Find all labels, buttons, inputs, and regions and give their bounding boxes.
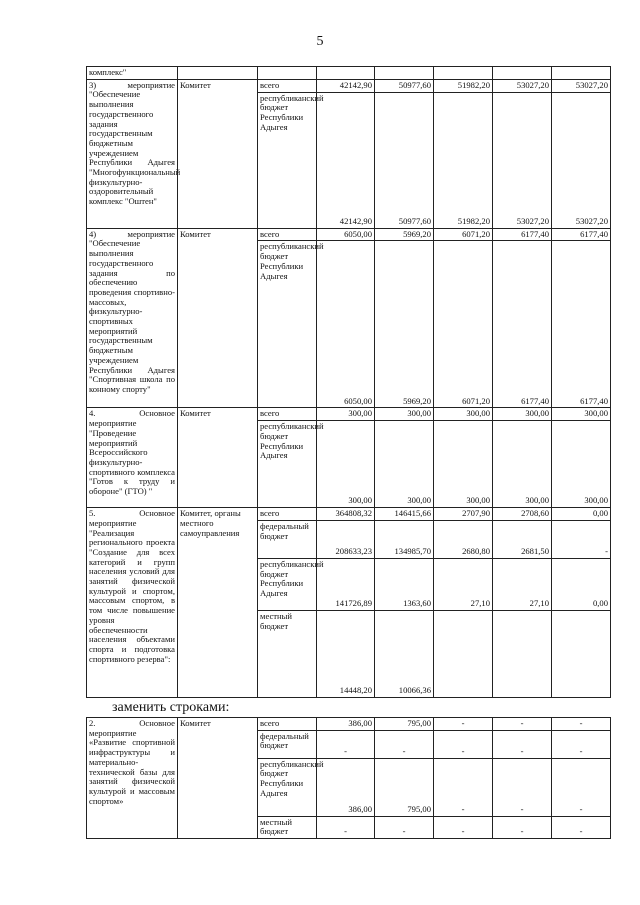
budget-table-replacement	[86, 717, 611, 839]
amount-cell: 6071,20	[434, 228, 493, 241]
total-label: всего	[258, 408, 317, 421]
amount-cell: 795,00	[375, 718, 434, 731]
budget-table-original	[86, 66, 611, 698]
funding-source: республиканский бюджет Республики Адыгея	[258, 92, 317, 228]
amount-cell: 795,00	[375, 758, 434, 816]
amount-cell: -	[434, 758, 493, 816]
amount-cell: 6071,20	[434, 241, 493, 408]
amount-cell: 300,00	[434, 421, 493, 508]
executor: Комитет	[178, 718, 258, 839]
amount-cell: 42142,90	[317, 92, 375, 228]
amount-cell: -	[552, 758, 611, 816]
event-name: 2. Основное мероприятие «Развитие спортивной инфраструктуры и материально-технической базы для занятий физической культурой и массовым спортом»	[87, 718, 178, 839]
amount-cell: 141726,89	[317, 558, 375, 610]
amount-cell: -	[434, 730, 493, 758]
event-name: 3) мероприятие "Обеспечение выполнения государственного задания государственным бюджетным учреждением Республики Адыгея "Многофункциональный физкультурно-оздоровительный комплекс "Оштен"	[87, 79, 178, 228]
amount-cell: -	[493, 730, 552, 758]
amount-cell: 134985,70	[375, 520, 434, 558]
executor: Комитет, органы местного самоуправления	[178, 508, 258, 698]
amount-cell: -	[552, 718, 611, 731]
amount-cell: 146415,66	[375, 508, 434, 521]
funding-source: федеральный бюджет	[258, 520, 317, 558]
amount-cell: -	[552, 730, 611, 758]
amount-cell: 6177,40	[552, 241, 611, 408]
executor: Комитет	[178, 79, 258, 228]
executor: Комитет	[178, 408, 258, 508]
funding-source: местный бюджет	[258, 610, 317, 697]
amount-cell: -	[493, 816, 552, 838]
funding-source: федеральный бюджет	[258, 730, 317, 758]
total-label: всего	[258, 718, 317, 731]
page-number: 5	[316, 34, 324, 49]
amount-cell: 300,00	[317, 421, 375, 508]
amount-cell: -	[317, 816, 375, 838]
amount-cell	[493, 610, 552, 697]
amount-cell: 386,00	[317, 718, 375, 731]
funding-source: местный бюджет	[258, 816, 317, 838]
funding-source: республиканский бюджет Республики Адыгея	[258, 758, 317, 816]
amount-cell: 2708,60	[493, 508, 552, 521]
amount-cell: 6177,40	[552, 228, 611, 241]
amount-cell: 27,10	[493, 558, 552, 610]
amount-cell: 10066,36	[375, 610, 434, 697]
amount-cell: 53027,20	[493, 79, 552, 92]
amount-cell: 2680,80	[434, 520, 493, 558]
amount-cell: 14448,20	[317, 610, 375, 697]
amount-cell: 0,00	[552, 508, 611, 521]
amount-cell: 6050,00	[317, 228, 375, 241]
amount-cell: 300,00	[552, 408, 611, 421]
total-label: всего	[258, 79, 317, 92]
replace-instruction: заменить строками:	[112, 700, 230, 715]
amount-cell: 27,10	[434, 558, 493, 610]
executor: Комитет	[178, 228, 258, 408]
amount-cell: 51982,20	[434, 92, 493, 228]
amount-cell: 51982,20	[434, 79, 493, 92]
amount-cell: -	[317, 730, 375, 758]
continuation-text: комплекс"	[87, 67, 178, 80]
amount-cell: 300,00	[552, 421, 611, 508]
amount-cell: 1363,60	[375, 558, 434, 610]
amount-cell: 386,00	[317, 758, 375, 816]
amount-cell: 50977,60	[375, 92, 434, 228]
amount-cell: 300,00	[493, 408, 552, 421]
amount-cell: 53027,20	[552, 79, 611, 92]
amount-cell: 5969,20	[375, 228, 434, 241]
total-label: всего	[258, 508, 317, 521]
total-label: всего	[258, 228, 317, 241]
amount-cell: 42142,90	[317, 79, 375, 92]
amount-cell	[434, 610, 493, 697]
funding-source: республиканский бюджет Республики Адыгея	[258, 558, 317, 610]
amount-cell: -	[493, 758, 552, 816]
amount-cell: -	[434, 816, 493, 838]
amount-cell: 5969,20	[375, 241, 434, 408]
event-name: 4. Основное мероприятие "Проведение мероприятий Всероссийского физкультурно-спортивного комплекса "Готов к труду и обороне" (ГТО) "	[87, 408, 178, 508]
amount-cell: 2707,90	[434, 508, 493, 521]
amount-cell: 208633,23	[317, 520, 375, 558]
amount-cell: 53027,20	[493, 92, 552, 228]
amount-cell: 53027,20	[552, 92, 611, 228]
amount-cell: 0,00	[552, 558, 611, 610]
amount-cell: -	[552, 520, 611, 558]
amount-cell: -	[375, 730, 434, 758]
amount-cell: 6177,40	[493, 228, 552, 241]
amount-cell: 300,00	[375, 408, 434, 421]
amount-cell: 50977,60	[375, 79, 434, 92]
amount-cell: -	[493, 718, 552, 731]
amount-cell: 300,00	[434, 408, 493, 421]
amount-cell: 2681,50	[493, 520, 552, 558]
event-name: 5. Основное мероприятие "Реализация регионального проекта "Создание для всех категорий и групп населения условий для занятий физической культурой и спортом, массовым спортом, в том числе повышение уровня обеспеченности населения объектами спорта и подготовка спортивного резерва":	[87, 508, 178, 698]
amount-cell: 300,00	[317, 408, 375, 421]
amount-cell: -	[375, 816, 434, 838]
event-name: 4) мероприятие "Обеспечение выполнения государственного задания по обеспечению проведения спортивно-массовых, физкультурно-спортивных мероприятий государственным бюджетным учреждением Республики Адыгея "Спортивная школа по конному спорту"	[87, 228, 178, 408]
amount-cell: 364808,32	[317, 508, 375, 521]
amount-cell: 300,00	[493, 421, 552, 508]
amount-cell: -	[552, 816, 611, 838]
amount-cell: 6177,40	[493, 241, 552, 408]
amount-cell: 6050,00	[317, 241, 375, 408]
amount-cell: -	[434, 718, 493, 731]
funding-source: республиканский бюджет Республики Адыгея	[258, 421, 317, 508]
amount-cell: 300,00	[375, 421, 434, 508]
funding-source: республиканский бюджет Республики Адыгея	[258, 241, 317, 408]
amount-cell	[552, 610, 611, 697]
